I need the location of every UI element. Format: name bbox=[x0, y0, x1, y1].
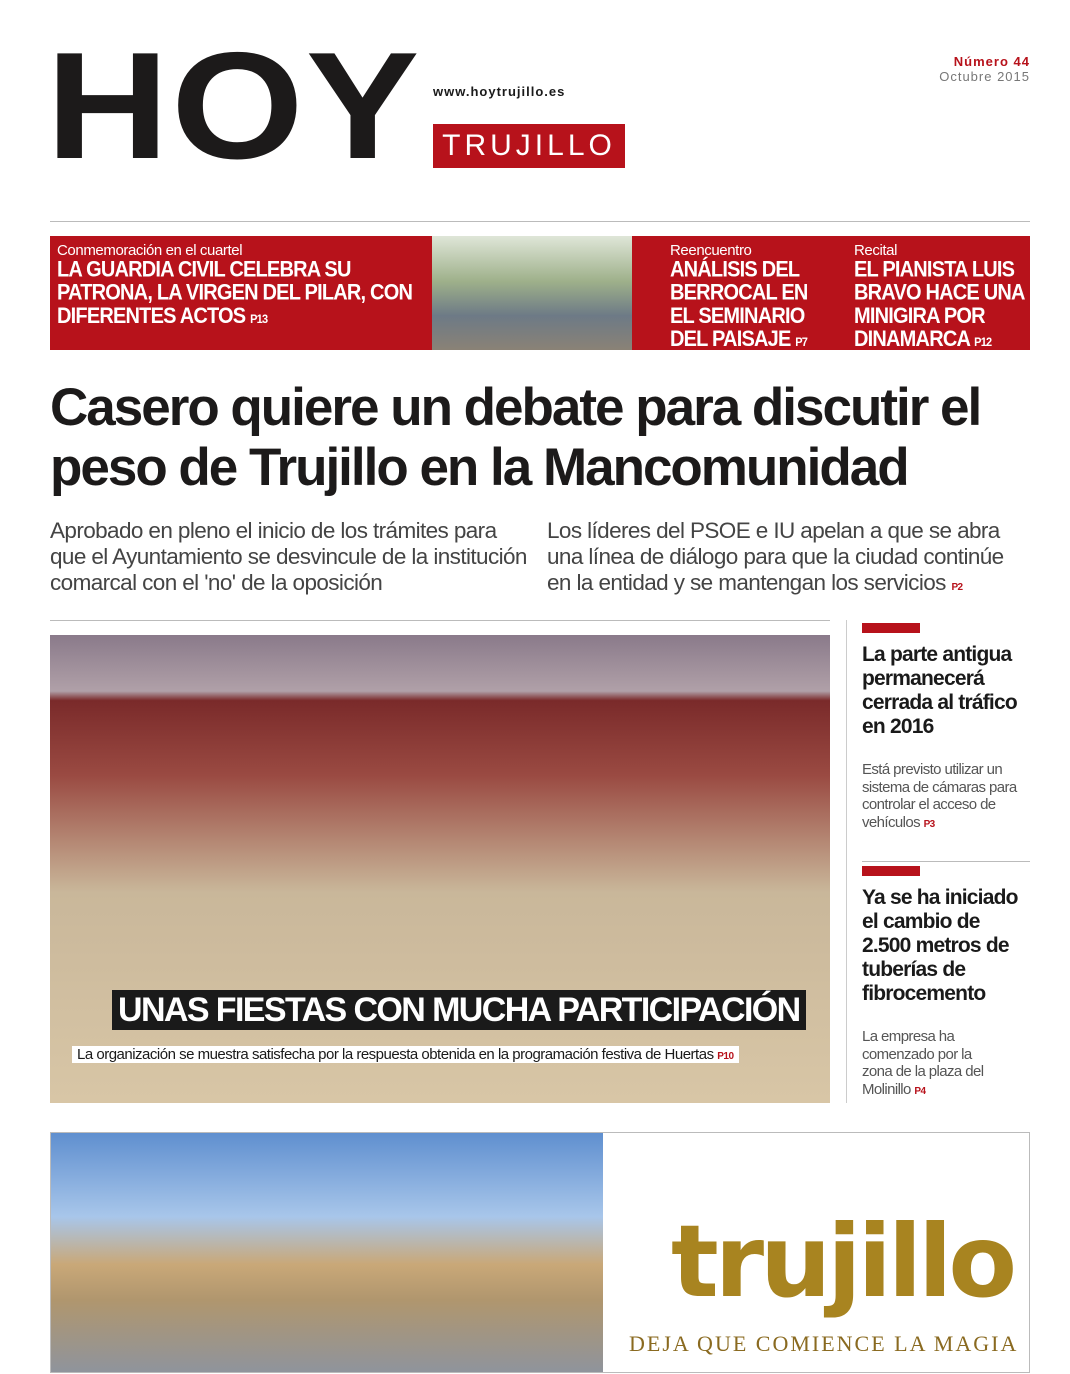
page-ref: P12 bbox=[974, 336, 992, 350]
divider bbox=[50, 221, 1030, 222]
side-headline: La parte antigua permanecerá cerrada al tráfico en 2016 bbox=[862, 643, 1017, 738]
teaser-band bbox=[50, 236, 1030, 350]
trujillo-logo: trujillo bbox=[671, 1203, 1014, 1320]
photo-title: UNAS FIESTAS CON MUCHA PARTICIPACIÓN bbox=[112, 990, 806, 1030]
caption-text: La organización se muestra satisfecha por la respuesta obtenida en la programación festiva de Huertas bbox=[77, 1046, 714, 1063]
page-ref: P7 bbox=[795, 336, 808, 350]
teaser-berrocal[interactable] bbox=[670, 242, 820, 352]
side-story-tuberias[interactable] bbox=[862, 866, 1032, 1100]
side-headline: Ya se ha iniciado el cambio de 2.500 metros de tuberías de fibrocemento bbox=[862, 886, 1018, 1005]
photo-caption bbox=[72, 1046, 739, 1063]
teaser-headline: LA GUARDIA CIVIL CELEBRA SU PATRONA, LA VIRGEN DEL PILAR, CON DIFERENTES ACTOS bbox=[57, 257, 413, 329]
ad-tagline: DEJA QUE COMIENCE LA MAGIA bbox=[629, 1331, 1019, 1356]
issue-number: Número 44 bbox=[953, 54, 1030, 69]
side-story-trafico[interactable] bbox=[862, 623, 1032, 833]
teaser-pianista[interactable] bbox=[854, 242, 1024, 352]
hoy-logo: HOY bbox=[46, 21, 422, 191]
teaser-guardia-civil[interactable] bbox=[57, 242, 427, 329]
side-text: La empresa ha comenzado por la zona de la plaza del Molinillo bbox=[862, 1028, 984, 1098]
red-bar bbox=[862, 866, 920, 876]
page-ref: P3 bbox=[923, 818, 935, 830]
plaza-mayor-photo bbox=[51, 1133, 603, 1372]
lead-subhead-left: Aprobado en pleno el inicio de los trámites para que el Ayuntamiento se desvincule de la institución comarcal con el 'no' de la oposición bbox=[50, 518, 527, 595]
issue-date: Octubre 2015 bbox=[939, 69, 1030, 84]
side-text: Está previsto utilizar un sistema de cámaras para controlar el acceso de vehículos bbox=[862, 761, 1017, 831]
site-url[interactable]: www.hoytrujillo.es bbox=[433, 84, 566, 99]
fiestas-photo[interactable] bbox=[50, 635, 830, 1103]
trujillo-ad[interactable] bbox=[50, 1132, 1030, 1373]
teaser-kicker: Reencuentro bbox=[670, 242, 752, 259]
lead-subhead-right: Los líderes del PSOE e IU apelan a que se abra una línea de diálogo para que la ciudad continúe en la entidad y se mantengan los servicios bbox=[547, 518, 1004, 595]
teaser-headline: EL PIANISTA LUIS BRAVO HACE UNA MINIGIRA POR DINAMARCA bbox=[854, 257, 1024, 352]
page-ref: P2 bbox=[951, 582, 963, 593]
divider bbox=[50, 620, 830, 621]
red-bar bbox=[862, 623, 920, 633]
column-divider bbox=[846, 620, 847, 1103]
issue-info bbox=[939, 54, 1030, 84]
teaser-headline: ANÁLISIS DEL BERROCAL EN EL SEMINARIO DEL PAISAJE bbox=[670, 257, 808, 352]
divider bbox=[862, 861, 1030, 862]
guardia-civil-photo bbox=[432, 236, 632, 350]
page-ref: P10 bbox=[717, 1051, 734, 1062]
page-ref: P4 bbox=[914, 1085, 926, 1097]
edition-label: TRUJILLO bbox=[433, 124, 625, 168]
lead-headline[interactable]: Casero quiere un debate para discutir el peso de Trujillo en la Mancomunidad bbox=[50, 378, 981, 497]
teaser-kicker: Recital bbox=[854, 242, 898, 259]
page-ref: P13 bbox=[250, 312, 268, 327]
teaser-kicker: Conmemoración en el cuartel bbox=[57, 242, 243, 259]
